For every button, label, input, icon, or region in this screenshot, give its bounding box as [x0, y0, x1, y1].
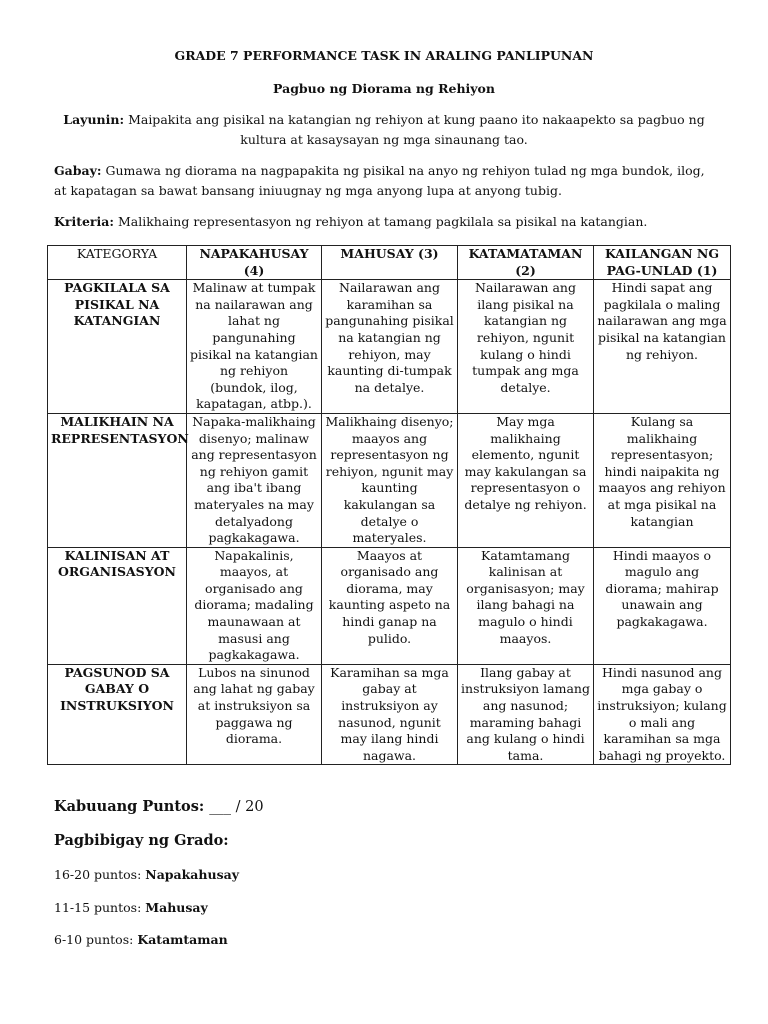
document-subtitle: Pagbuo ng Diorama ng Rehiyon [273, 81, 495, 96]
table-cell: Karamihan sa mga gabay at instruksiyon ay nasunod, ngunit may ilang hindi nagawa. [322, 664, 458, 765]
table-cell: Hindi maayos o magulo ang diorama; mahirap unawain ang pagkakagawa. [594, 547, 731, 664]
rubric-header-row [48, 246, 731, 280]
layunin-paragraph [54, 110, 714, 150]
table-row [48, 547, 731, 664]
total-score-label: Kabuuang Puntos: [54, 798, 205, 815]
header-katamataman: KATAMATAMAN (2) [458, 246, 594, 280]
table-row [48, 664, 731, 765]
kriteria-text: Malikhaing representasyon ng rehiyon at tamang pagkilala sa pisikal na katangian. [117, 214, 648, 229]
grade-item [54, 900, 208, 915]
table-cell: Lubos na sinunod ang lahat ng gabay at instruksiyon sa paggawa ng diorama. [187, 664, 322, 765]
table-cell: Hindi sapat ang pagkilala o maling nailarawan ang mga pisikal na katangian ng rehiyon. [594, 280, 731, 414]
gabay-paragraph [54, 161, 718, 201]
table-cell: Hindi nasunod ang mga gabay o instruksiyon; kulang o mali ang karamihan sa mga bahagi ng proyekto. [594, 664, 731, 765]
row-category: PAGSUNOD SA GABAY O INSTRUKSIYON [48, 664, 187, 765]
layunin-text: Maipakita ang pisikal na katangian ng rehiyon at kung paano ito nakaapekto sa pagbuo ng kultura at kasaysayan ng mga sinaunang tao. [128, 112, 705, 147]
layunin-label: Layunin: [63, 112, 125, 127]
header-napakahusay: NAPAKAHUSAY (4) [187, 246, 322, 280]
total-score-value: ___ / 20 [209, 799, 264, 815]
table-cell: Katamtamang kalinisan at organisasyon; may ilang bahagi na magulo o hindi maayos. [458, 547, 594, 664]
table-cell: Kulang sa malikhaing representasyon; hindi naipakita ng maayos ang rehiyon at mga pisikal na katangian [594, 413, 731, 547]
header-kategorya: KATEGORYA [48, 246, 187, 280]
grade-range: 11-15 puntos: [54, 900, 142, 915]
grade-item [54, 932, 228, 947]
table-cell: Ilang gabay at instruksiyon lamang ang nasunod; maraming bahagi ang kulang o hindi tama. [458, 664, 594, 765]
table-cell: May mga malikhaing elemento, ngunit may kakulangan sa representasyon o detalye ng rehiyon. [458, 413, 594, 547]
table-cell: Maayos at organisado ang diorama, may kaunting aspeto na hindi ganap na pulido. [322, 547, 458, 664]
grade-label: Katamtaman [137, 932, 228, 947]
row-category: KALINISAN AT ORGANISASYON [48, 547, 187, 664]
gabay-label: Gabay: [54, 163, 102, 178]
table-cell: Nailarawan ang ilang pisikal na katangian ng rehiyon, ngunit kulang o hindi tumpak ang mga detalye. [458, 280, 594, 414]
table-row [48, 280, 731, 414]
row-category: PAGKILALA SA PISIKAL NA KATANGIAN [48, 280, 187, 414]
header-mahusay: MAHUSAY (3) [322, 246, 458, 280]
gabay-text: Gumawa ng diorama na nagpapakita ng pisikal na anyo ng rehiyon tulad ng mga bundok, ilog, at kapatagan sa bawat bansang iniuugnay ng mga anyong lupa at anyong tubig. [54, 163, 705, 198]
grade-range: 6-10 puntos: [54, 932, 134, 947]
grade-label: Mahusay [145, 900, 208, 915]
rubric-table [47, 245, 731, 765]
total-score [54, 798, 264, 815]
grade-item [54, 867, 239, 882]
table-cell: Malikhaing disenyo; maayos ang representasyon ng rehiyon, ngunit may kaunting kakulangan sa detalye o materyales. [322, 413, 458, 547]
grade-label: Napakahusay [145, 867, 239, 882]
table-cell: Malinaw at tumpak na nailarawan ang lahat ng pangunahing pisikal na katangian ng rehiyon (bundok, ilog, kapatagan, atbp.). [187, 280, 322, 414]
table-row [48, 413, 731, 547]
header-kailangan: KAILANGAN NG PAG-UNLAD (1) [594, 246, 731, 280]
table-cell: Napakalinis, maayos, at organisado ang diorama; madaling maunawaan at masusi ang pagkakagawa. [187, 547, 322, 664]
row-category: MALIKHAIN NA REPRESENTASYON [48, 413, 187, 547]
table-cell: Napaka-malikhaing disenyo; malinaw ang representasyon ng rehiyon gamit ang iba't ibang materyales na may detalyadong pagkakagawa. [187, 413, 322, 547]
table-cell: Nailarawan ang karamihan sa pangunahing pisikal na katangian ng rehiyon, may kaunting di-tumpak na detalye. [322, 280, 458, 414]
grading-heading: Pagbibigay ng Grado: [54, 832, 229, 849]
kriteria-label: Kriteria: [54, 214, 114, 229]
kriteria-paragraph [54, 212, 718, 232]
grade-range: 16-20 puntos: [54, 867, 142, 882]
document-title: GRADE 7 PERFORMANCE TASK IN ARALING PANLIPUNAN [174, 48, 594, 63]
